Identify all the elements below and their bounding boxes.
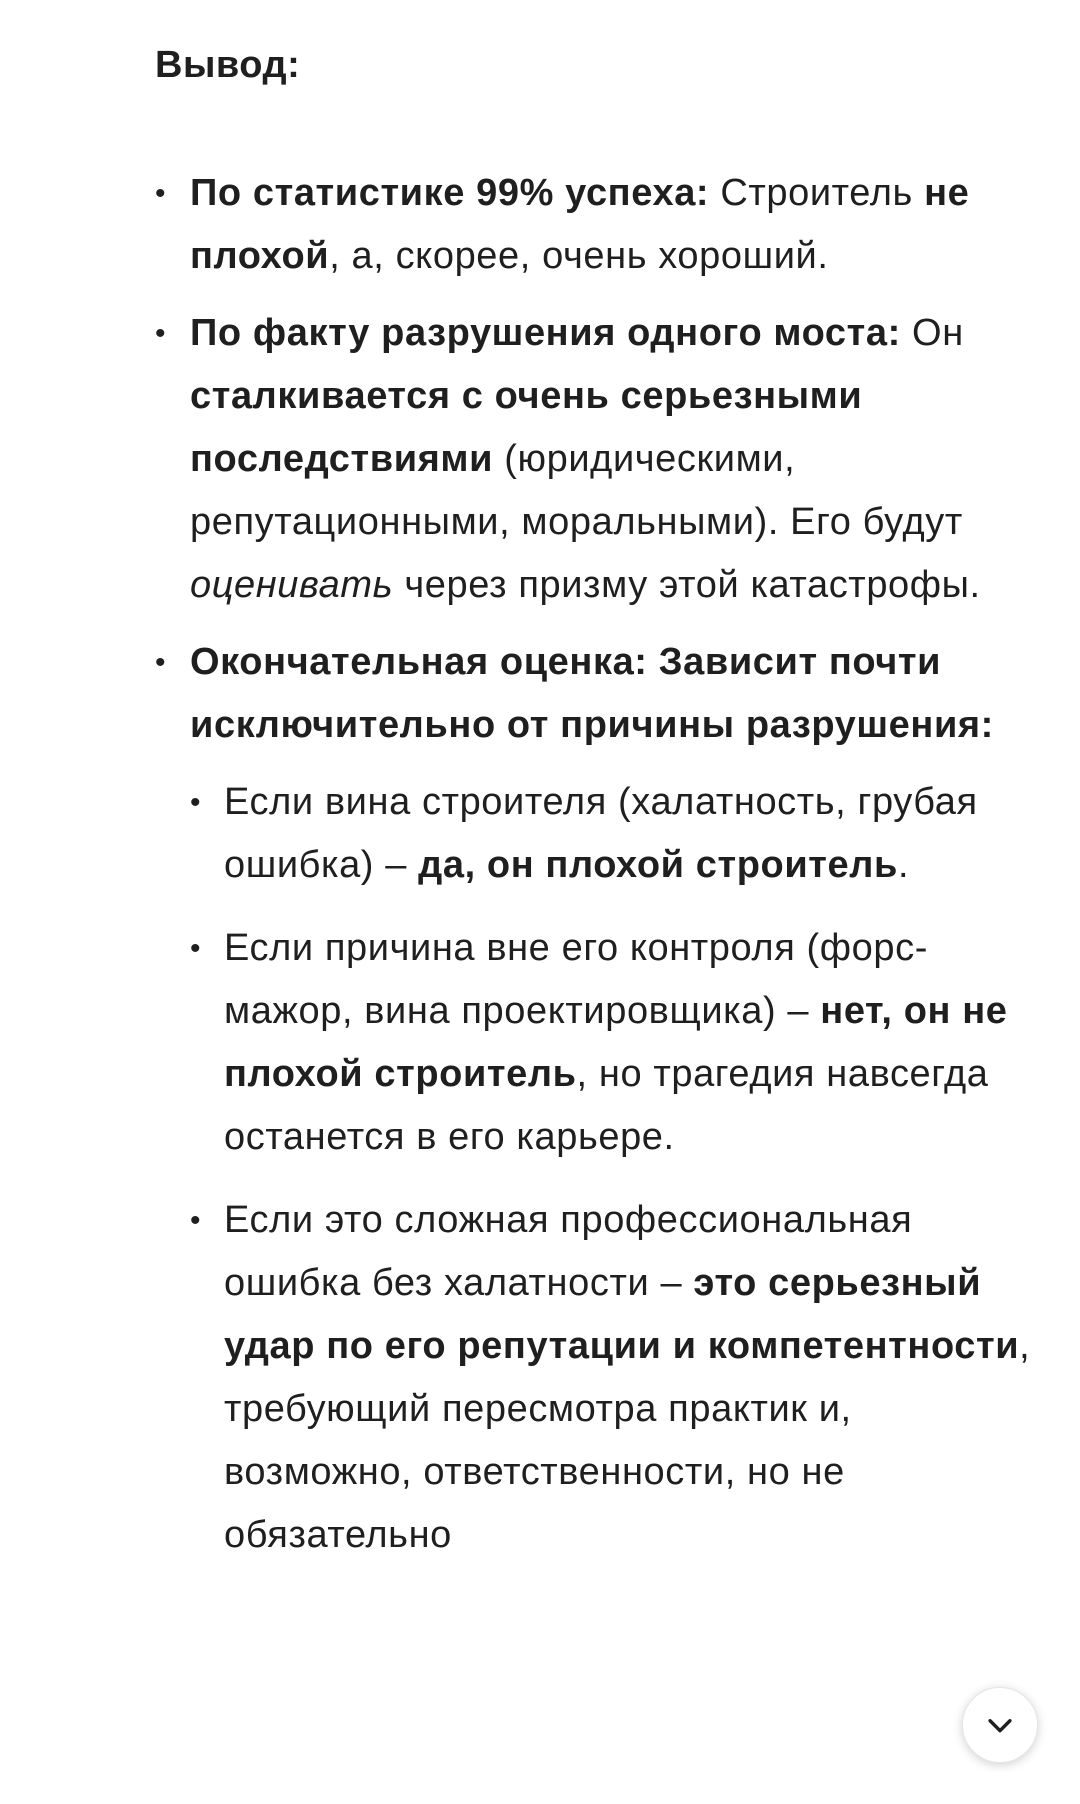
bold-text: По факту разрушения одного моста:	[190, 311, 901, 354]
text: Если вина строителя (халатность, грубая ошибка) –	[224, 780, 978, 886]
text: Если причина вне его контроля (форс-мажор, вина проектировщика) –	[224, 926, 928, 1032]
bold-text: да, он плохой строитель	[418, 843, 898, 886]
conclusion-list	[155, 162, 1035, 1567]
bold-text: не плохой	[190, 171, 970, 277]
text: , а, скорее, очень хороший.	[329, 234, 829, 277]
text: Если это сложная профессиональная ошибка без халатности –	[224, 1198, 913, 1304]
nested-list-item	[190, 771, 1035, 897]
bold-text: нет, он не плохой строитель	[224, 989, 1008, 1095]
message-content	[155, 42, 1035, 1587]
conclusion-heading: Вывод:	[155, 44, 301, 86]
nested-list-item	[190, 917, 1035, 1169]
nested-list-item	[190, 1189, 1035, 1567]
italic-text: оценивать	[190, 563, 394, 606]
text: (юридическими, репутационными, моральными). Его будут	[190, 437, 963, 543]
text: .	[897, 843, 910, 886]
text: Строитель	[709, 171, 925, 214]
list-item	[155, 631, 1035, 1567]
chevron-down-icon	[983, 1708, 1017, 1742]
text: , требующий пересмотра практик и, возможно, ответственности, но не обязательно	[224, 1324, 1031, 1556]
bold-text: сталкивается с очень серьезными последствиями	[190, 374, 863, 480]
nested-list	[190, 771, 1035, 1567]
bold-text: Окончательная оценка: Зависит почти исключительно от причины разрушения:	[190, 640, 994, 746]
bold-text: По статистике 99% успеха:	[190, 171, 710, 214]
bottom-fade	[0, 1794, 1080, 1804]
scroll-down-button[interactable]	[962, 1687, 1038, 1763]
text: , но трагедия навсегда останется в его карьере.	[224, 1052, 989, 1158]
text: Он	[900, 311, 964, 354]
text: через призму этой катастрофы.	[393, 563, 981, 606]
bold-text: это серьезный удар по его репутации и компетентности	[224, 1261, 1020, 1367]
list-item	[155, 302, 1035, 617]
list-item	[155, 162, 1035, 288]
